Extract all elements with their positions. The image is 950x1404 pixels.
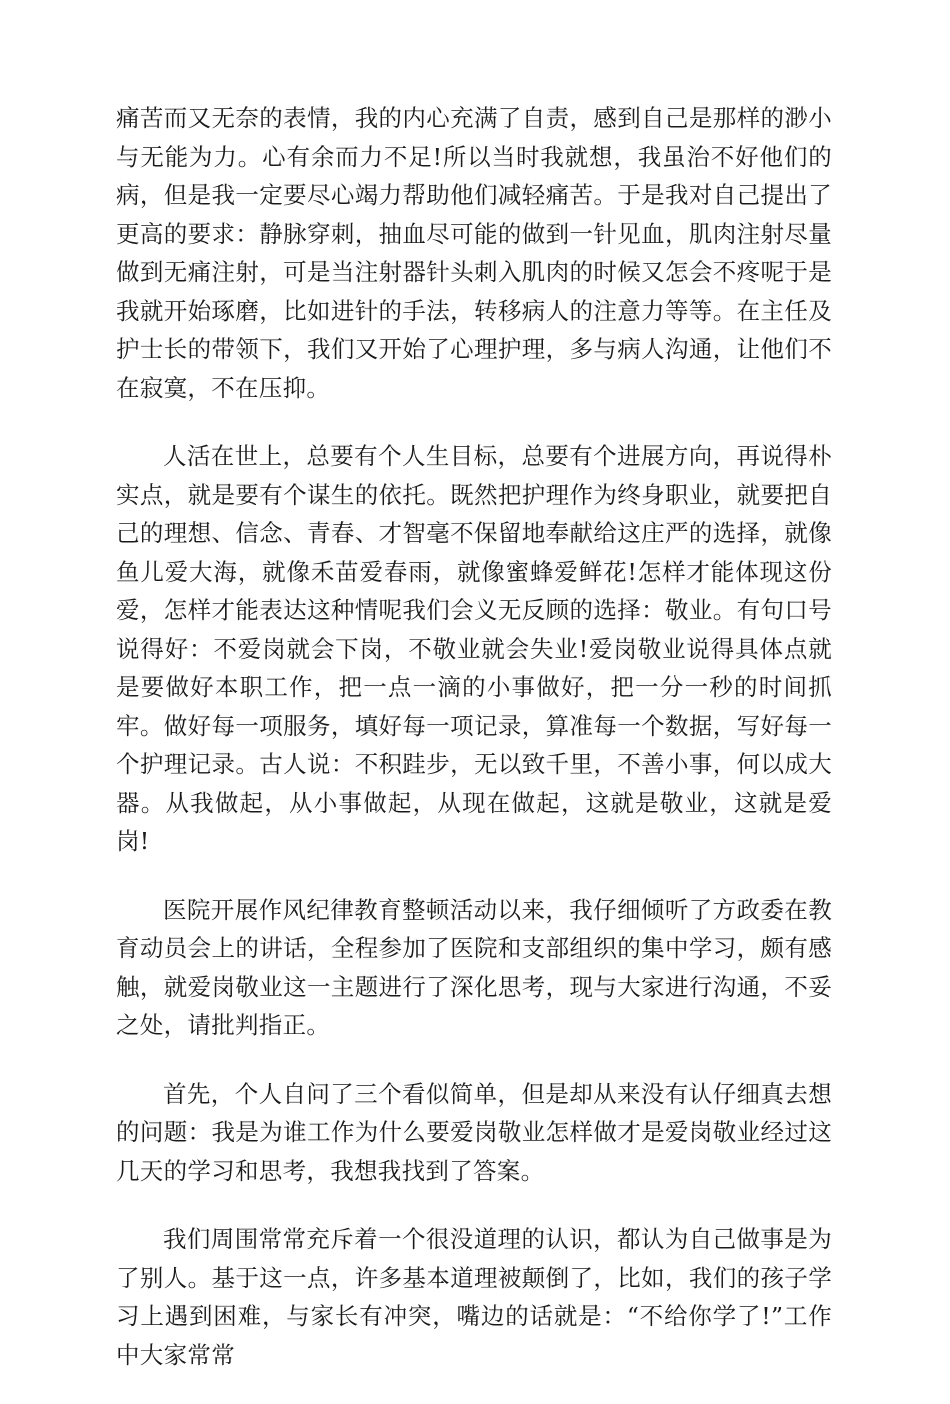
paragraph-3: 医院开展作风纪律教育整顿活动以来，我仔细倾听了方政委在教育动员会上的讲话，全程参加了医院和支部组织的集中学习，颇有感触，就爱岗敬业这一主题进行了深化思考，现与大家进行沟通，不妥之处，请批判指正。 bbox=[116, 895, 832, 1039]
document-body bbox=[116, 99, 832, 1404]
paragraph-4: 首先，个人自问了三个看似简单，但是却从来没有认仔细真去想的问题：我是为谁工作为什么要爱岗敬业怎样做才是爱岗敬业经过这几天的学习和思考，我想我找到了答案。 bbox=[116, 1079, 832, 1185]
paragraph-1: 痛苦而又无奈的表情，我的内心充满了自责，感到自己是那样的渺小与无能为力。心有余而力不足!所以当时我就想，我虽治不好他们的病，但是我一定要尽心竭力帮助他们减轻痛苦。于是我对自己提出了更高的要求：静脉穿刺，抽血尽可能的做到一针见血，肌肉注射尽量做到无痛注射，可是当注射器针头刺入肌肉的时候又怎会不疼呢于是我就开始琢磨，比如进针的手法，转移病人的注意力等等。在主任及护士长的带领下，我们又开始了心理护理，多与病人沟通，让他们不在寂寞，不在压抑。 bbox=[116, 104, 832, 402]
paragraph-2: 人活在世上，总要有个人生目标，总要有个进展方向，再说得朴实点，就是要有个谋生的依托。既然把护理作为终身职业，就要把自己的理想、信念、青春、才智毫不保留地奉献给这庄严的选择，就像鱼儿爱大海，就像禾苗爱春雨，就像蜜蜂爱鲜花!怎样才能体现这份爱，怎样才能表达这种情呢我们会义无反顾的选择：敬业。有句口号说得好：不爱岗就会下岗，不敬业就会失业!爱岗敬业说得具体点就是要做好本职工作，把一点一滴的小事做好，把一分一秒的时间抓牢。做好每一项服务，填好每一项记录，算准每一个数据，写好每一个护理记录。古人说：不积跬步，无以致千里，不善小事，何以成大器。从我做起，从小事做起，从现在做起，这就是敬业，这就是爱岗! bbox=[116, 442, 832, 855]
paragraph-5: 我们周围常常充斥着一个很没道理的认识，都认为自己做事是为了别人。基于这一点，许多基本道理被颠倒了，比如，我们的孩子学习上遇到困难，与家长有冲突，嘴边的话就是：“不给你学了!”工作中大家常常 bbox=[116, 1225, 832, 1369]
